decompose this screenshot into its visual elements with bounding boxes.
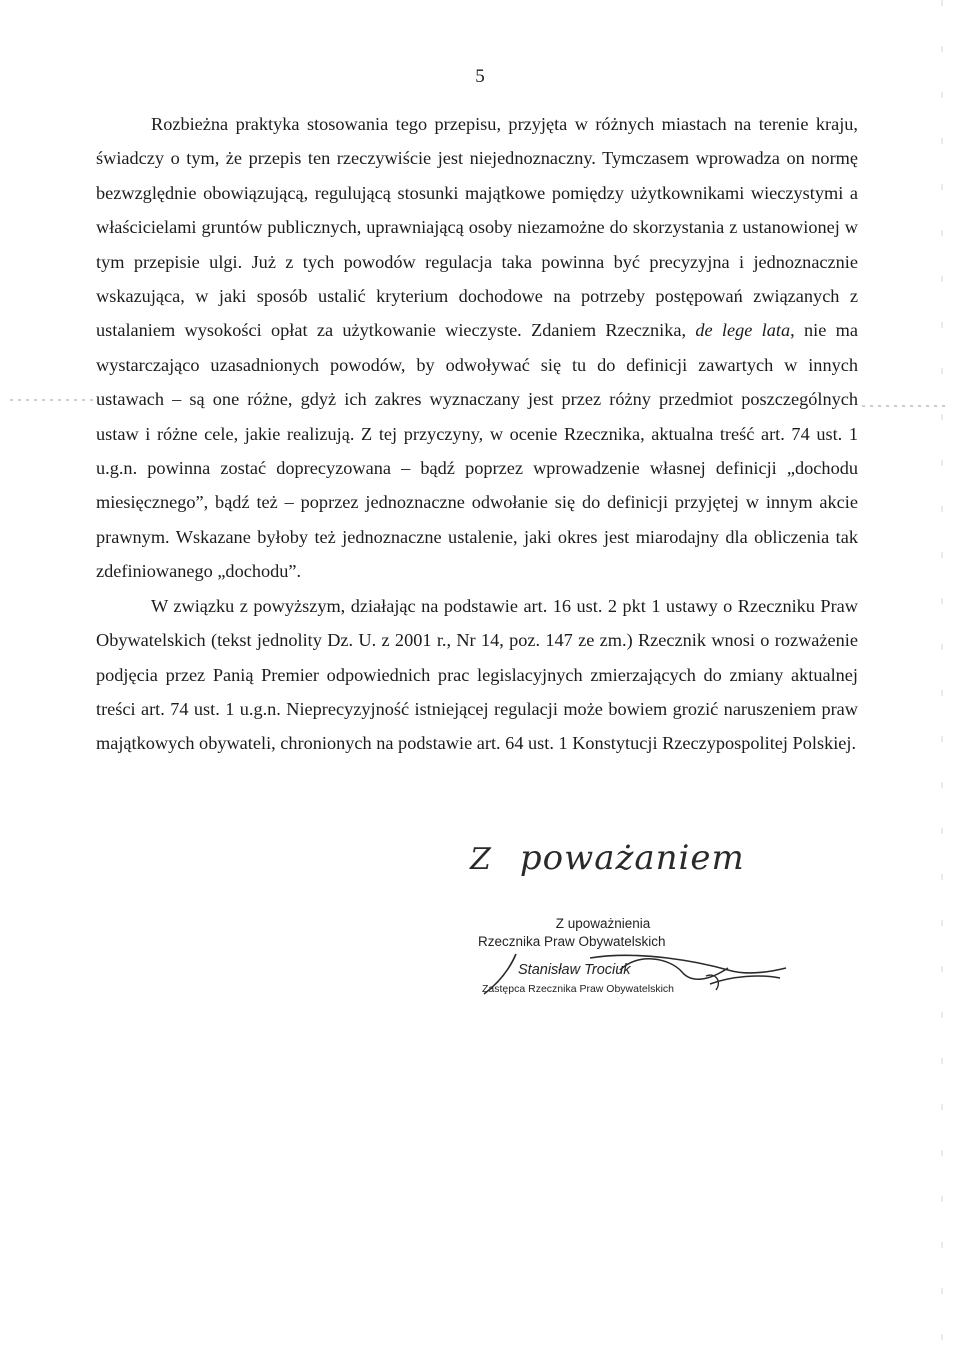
paragraph-1	[96, 107, 858, 589]
handwritten-closing	[470, 838, 745, 878]
stamp-office-line: Rzecznika Praw Obywatelskich	[478, 934, 666, 949]
scan-edge-line	[938, 0, 946, 1352]
paragraph-1-latin-phrase: de lege lata	[695, 320, 791, 341]
paragraph-2-text: W związku z powyższym, działając na podstawie art. 16 ust. 2 pkt 1 ustawy o Rzeczniku Praw Obywatelskich (tekst jednolity Dz. U. z 2001 r., Nr 14, poz. 147 ze zm.) Rzecznik wnosi o rozważenie podjęcia przez Panią Premier odpowiednich prac legislacyjnych zmierzających do zmiany aktualnej treści art. 74 ust. 1 u.g.n. Nieprecyzyjność istniejącej regulacji może bowiem grozić naruszeniem praw majątkowych obywateli, chronionych na podstawie art. 64 ust. 1 Konstytucji Rzeczypospolitej Polskiej.	[96, 595, 858, 754]
page-number: 5	[475, 66, 485, 87]
stamp-signatory-name: Stanisław Trociuk	[518, 962, 631, 978]
closing-initial: Z	[470, 842, 492, 877]
stamp-signatory-title: Zastępca Rzecznika Praw Obywatelskich	[482, 983, 674, 995]
paragraph-2	[96, 589, 858, 761]
stamp-authorization-line: Z upoważnienia	[555, 916, 651, 931]
letter-body	[96, 107, 858, 761]
paragraph-1-text-b: , nie ma wystarczająco uzasadnionych powodów, by odwoływać się tu do definicji zawartych w innych ustawach – są one różne, gdyż ich zakres wyznaczany jest przez różny przedmiot poszczególnych ustaw i różne cele, jakie realizują. Z tej przyczyny, w ocenie Rzecznika, aktualna treść art. 74 ust. 1 u.g.n. powinna zostać doprecyzowana – bądź poprzez wprowadzenie własnej definicji „dochodu miesięcznego”, bądź też – poprzez jednoznaczne odwołanie się do definicji przyjętej w innym akcie prawnym. Wskazane byłoby też jednoznaczne ustalenie, jaki okres jest miarodajny dla obliczenia tak zdefiniowanego „dochodu”.	[96, 320, 858, 582]
paragraph-1-text-a: Rozbieżna praktyka stosowania tego przepisu, przyjęta w różnych miastach na terenie kraju, świadczy o tym, że przepis ten rzeczywiście jest niejednoznaczny. Tymczasem wprowadza on normę bezwzględnie obowiązującą, regulującą stosunki majątkowe pomiędzy użytkownikami wieczystymi a właścicielami gruntów publicznych, uprawniającą osoby niezamożne do skorzystania z ustanowionej w tym przepisie ulgi. Już z tych powodów regulacja taka powinna być precyzyjna i jednoznacznie wskazująca, w jaki sposób ustalić kryterium dochodowe na potrzeby postępowań związanych z ustalaniem wysokości opłat za użytkowanie wieczyste. Zdaniem Rzecznika,	[96, 114, 858, 341]
scan-artifact-dashes	[0, 392, 960, 412]
handwritten-signature	[470, 932, 800, 1012]
closing-word: poważaniem	[519, 838, 745, 878]
